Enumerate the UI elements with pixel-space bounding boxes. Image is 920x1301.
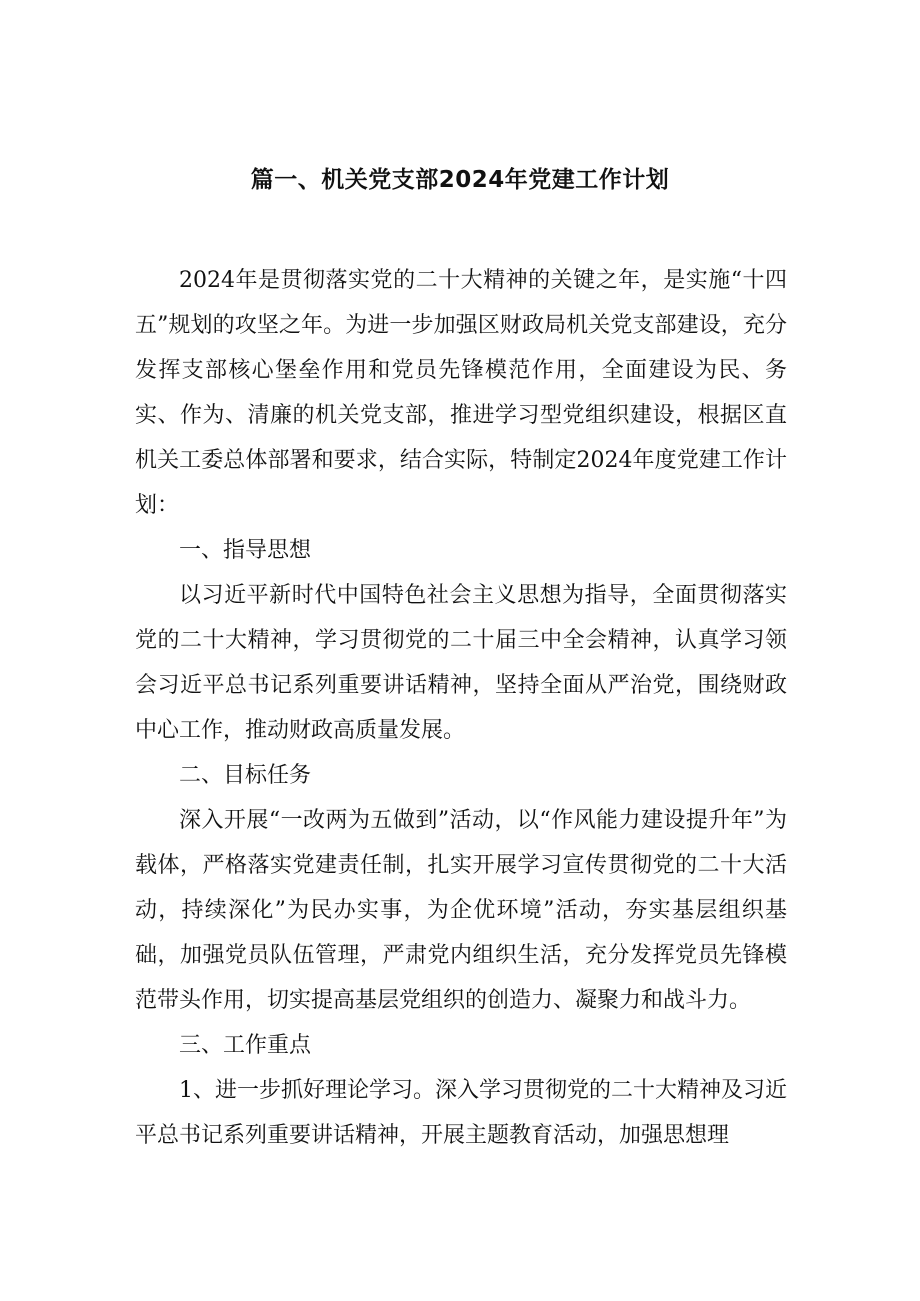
section-paragraph-goals-tasks: 深入开展“一改两为五做到”活动，以“作风能力建设提升年”为载体，严格落实党建责任制，扎实开展学习宣传贯彻党的二十大活动，持续深化”为民办实事，为企优环境”活动，夯实基层组织基础，加强党员队伍管理，严肃党内组织生活，充分发挥党员先锋模范带头作用，切实提高基层党组织的创造力、凝聚力和战斗力。 (135, 808, 787, 1013)
section-paragraph-guiding-ideology: 以习近平新时代中国特色社会主义思想为指导，全面贯彻落实党的二十大精神，学习贯彻党的二十届三中全会精神，认真学习领会习近平总书记系列重要讲话精神，坚持全面从严治党，围绕财政中心工作，推动财政高质量发展。 (135, 583, 787, 743)
section-heading-work-priorities: 三、工作重点 (179, 1033, 312, 1058)
intro-paragraph: 2024年是贯彻落实党的二十大精神的关键之年，是实施“十四五”规划的攻坚之年。为进一步加强区财政局机关党支部建设，充分发挥支部核心堡垒作用和党员先锋模范作用，全面建设为民、务实、作为、清廉的机关党支部，推进学习型党组织建设，根据区直机关工委总体部署和要求，结合实际，特制定2024年度党建工作计划： (135, 268, 787, 518)
document-title: 篇一、机关党支部2024年党建工作计划 (250, 167, 670, 193)
section-heading-guiding-ideology: 一、指导思想 (179, 538, 312, 563)
section-paragraph-item-1: 1、进一步抓好理论学习。深入学习贯彻党的二十大精神及习近平总书记系列重要讲话精神，开展主题教育活动，加强思想理 (135, 1078, 787, 1148)
section-heading-goals-tasks: 二、目标任务 (179, 763, 312, 788)
document-body (135, 258, 787, 1158)
